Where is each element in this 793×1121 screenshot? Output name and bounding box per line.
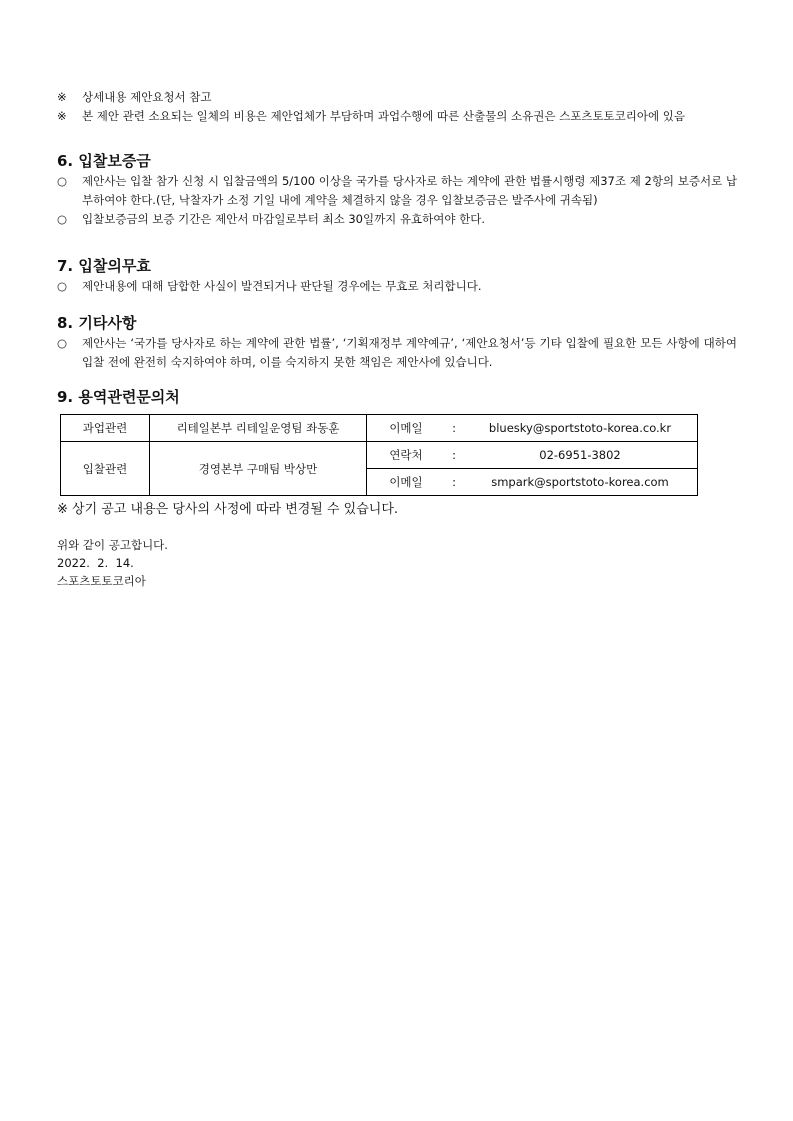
contact-table: [60, 414, 698, 496]
announcement-date: 2022. 2. 14.: [57, 556, 134, 570]
section-bid-invalidity: [57, 255, 737, 296]
section-bid-deposit: [57, 150, 737, 229]
note-cost-ownership: [57, 107, 737, 126]
document-page: [57, 88, 737, 590]
list-item: [57, 172, 737, 210]
announcement-line: 위와 같이 공고합니다.: [57, 538, 168, 552]
section-service-inquiries: [57, 386, 737, 520]
list-item: [57, 277, 737, 296]
person-cell: 경영본부 구매팀 박상만: [150, 442, 367, 496]
item-text: 제안내용에 대해 담합한 사실이 발견되거나 판단될 경우에는 무효로 처리합니다.: [82, 279, 482, 293]
category-cell: 과업관련: [61, 415, 150, 442]
table-row: [61, 442, 698, 469]
closing-block: [57, 536, 737, 590]
person-cell: 리테일본부 리테일운영팀 좌동훈: [150, 415, 367, 442]
phone-value: 02-6951-3802: [463, 442, 698, 469]
colon-cell: :: [445, 442, 463, 469]
email-value[interactable]: smpark@sportstoto-korea.com: [463, 469, 698, 496]
item-text: 입찰보증금의 보증 기간은 제안서 마감일로부터 최소 30일까지 유효하여야 한다.: [82, 212, 486, 226]
section-title: 7. 입찰의무효: [57, 257, 151, 275]
circle-bullet: ○: [57, 279, 68, 293]
company-name: 스포츠토토코리아: [57, 574, 146, 588]
colon-cell: :: [445, 415, 463, 442]
circle-bullet: ○: [57, 336, 68, 350]
note-text: 상세내용 제안요청서 참고: [82, 90, 212, 104]
reference-mark: ※: [57, 90, 67, 104]
label-cell: 연락처: [367, 442, 446, 469]
colon-cell: :: [445, 469, 463, 496]
item-text: 제안사는 ‘국가를 당사자로 하는 계약에 관한 법률’, ‘기획재정부 계약예규’, ‘제안요청서’등 기타 입찰에 필요한 모든 사항에 대하여 입찰 전에 완전히 숙지하여야 하며, 이를 숙지하지 못한 책임은 제안사에 있습니다.: [82, 336, 737, 369]
note-text: 본 제안 관련 소요되는 일체의 비용은 제안업체가 부담하며 과업수행에 따른 산출물의 소유권은 스포츠토토코리아에 있음: [82, 109, 685, 123]
label-cell: 이메일: [367, 469, 446, 496]
list-item: [57, 334, 737, 372]
list-item: [57, 210, 737, 229]
section-title: 9. 용역관련문의처: [57, 388, 180, 406]
category-cell: 입찰관련: [61, 442, 150, 496]
note-detail-reference: [57, 88, 737, 107]
item-text: 제안사는 입찰 참가 신청 시 입찰금액의 5/100 이상을 국가를 당사자로 하는 계약에 관한 법률시행령 제37조 제 2항의 보증서로 납부하여야 한다.(단, 낙찰자가 소정 기일 내에 계약을 체결하지 않을 경우 입찰보증금은 발주사에 귀속됨): [82, 174, 737, 207]
reference-mark: ※: [57, 109, 67, 123]
section-other-matters: [57, 312, 737, 372]
circle-bullet: ○: [57, 212, 68, 226]
change-notice: ※ 상기 공고 내용은 당사의 사정에 따라 변경될 수 있습니다.: [57, 502, 399, 517]
section-title: 6. 입찰보증금: [57, 152, 151, 170]
circle-bullet: ○: [57, 174, 68, 188]
email-value[interactable]: bluesky@sportstoto-korea.co.kr: [463, 415, 698, 442]
table-row: [61, 415, 698, 442]
section-title: 8. 기타사항: [57, 314, 137, 332]
label-cell: 이메일: [367, 415, 446, 442]
